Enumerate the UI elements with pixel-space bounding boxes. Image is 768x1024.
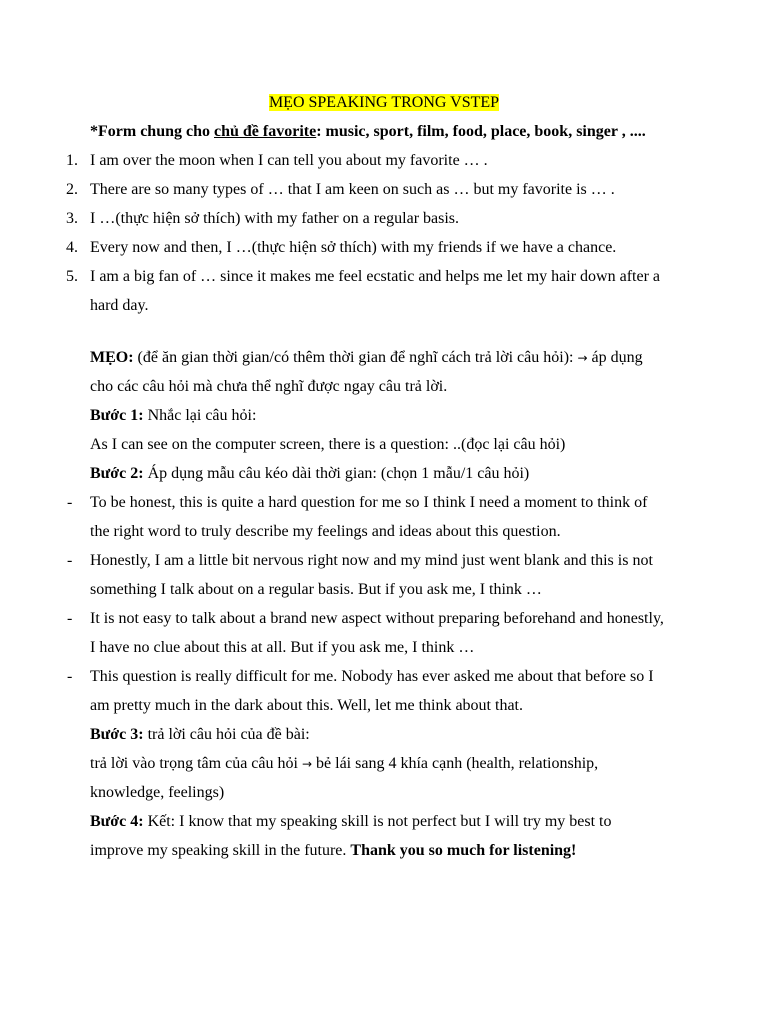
list-number: 5. [66,268,78,285]
step-1-text: Nhắc lại câu hỏi: [143,407,257,424]
step-4-text: Kết: I know that my speaking skill is not perfect but I will try my best to [143,813,612,830]
bullet-dash: - [67,668,73,685]
list-item: Every now and then, I …(thực hiện sở thích) with my friends if we have a chance. [90,239,617,256]
step-4-label: Bước 4: [90,813,144,830]
step-3-detail-line3: knowledge, feelings) [90,784,225,801]
bullet-item-continuation: the right word to truly describe my feelings and ideas about this question. [90,523,561,540]
form-heading-topic: chủ đề favorite [214,123,317,140]
arrow-right-icon: → [301,757,313,771]
step-2-text: Áp dụng mẫu câu kéo dài thời gian: (chọn 1 mẫu/1 câu hỏi) [143,465,530,482]
bullet-item: Honestly, I am a little bit nervous right now and my mind just went blank and this is not [90,552,653,569]
tip-text-end: áp dụng [587,349,643,366]
tip-label: MẸO: [90,349,134,366]
step-3-text: trả lời câu hỏi của đề bài: [143,726,310,743]
step-3-detail [90,754,598,774]
list-number: 3. [66,210,78,227]
bullet-item-continuation: I have no clue about this at all. But if you ask me, I think … [90,639,475,656]
tip-paragraph-line2: cho các câu hỏi mà chưa thể nghĩ được ngay câu trả lời. [90,378,448,395]
step-3-label: Bước 3: [90,726,144,743]
form-heading-suffix: : music, sport, film, food, place, book, singer , .... [316,123,646,140]
list-item: I am a big fan of … since it makes me feel ecstatic and helps me let my hair down after a [90,268,661,285]
step-4-heading [90,812,612,832]
list-item: There are so many types of … that I am keen on such as … but my favorite is … . [90,181,615,198]
closing-thanks: Thank you so much for listening! [350,842,577,859]
bullet-dash: - [67,610,73,627]
step-4-line2 [90,841,576,861]
bullet-item: It is not easy to talk about a brand new aspect without preparing beforehand and honestly, [90,610,664,627]
step-2-heading [90,464,529,484]
step-2-label: Bước 2: [90,465,144,482]
page-title [0,93,768,113]
bullet-item: This question is really difficult for me. Nobody has ever asked me about that before so I [90,668,654,685]
bullet-item: To be honest, this is quite a hard question for me so I think I need a moment to think of [90,494,648,511]
list-number: 2. [66,181,78,198]
step-1-label: Bước 1: [90,407,144,424]
form-heading-prefix: *Form chung cho [90,123,214,140]
tip-text: (để ăn gian thời gian/có thêm thời gian để nghĩ cách trả lời câu hỏi): [133,349,578,366]
step-1-heading [90,406,256,426]
list-number: 1. [66,152,78,169]
title-highlight: MẸO SPEAKING TRONG VSTEP [268,94,500,111]
step-1-example: As I can see on the computer screen, there is a question: ..(đọc lại câu hỏi) [90,436,566,453]
bullet-item-continuation: am pretty much in the dark about this. Well, let me think about that. [90,697,523,714]
bullet-item-continuation: something I talk about on a regular basis. But if you ask me, I think … [90,581,542,598]
step-3-detail-a: trả lời vào trọng tâm của câu hỏi [90,755,302,772]
list-number: 4. [66,239,78,256]
form-heading [90,122,646,142]
step-3-heading [90,725,310,745]
list-item-continuation: hard day. [90,297,149,314]
arrow-right-icon: → [577,351,588,365]
tip-paragraph [90,348,643,368]
list-item: I am over the moon when I can tell you about my favorite … . [90,152,488,169]
list-item: I …(thực hiện sở thích) with my father on a regular basis. [90,210,460,227]
step-3-detail-b: bẻ lái sang 4 khía cạnh (health, relationship, [312,755,599,772]
step-4-text-end: improve my speaking skill in the future. [90,842,351,859]
bullet-dash: - [67,494,73,511]
bullet-dash: - [67,552,73,569]
